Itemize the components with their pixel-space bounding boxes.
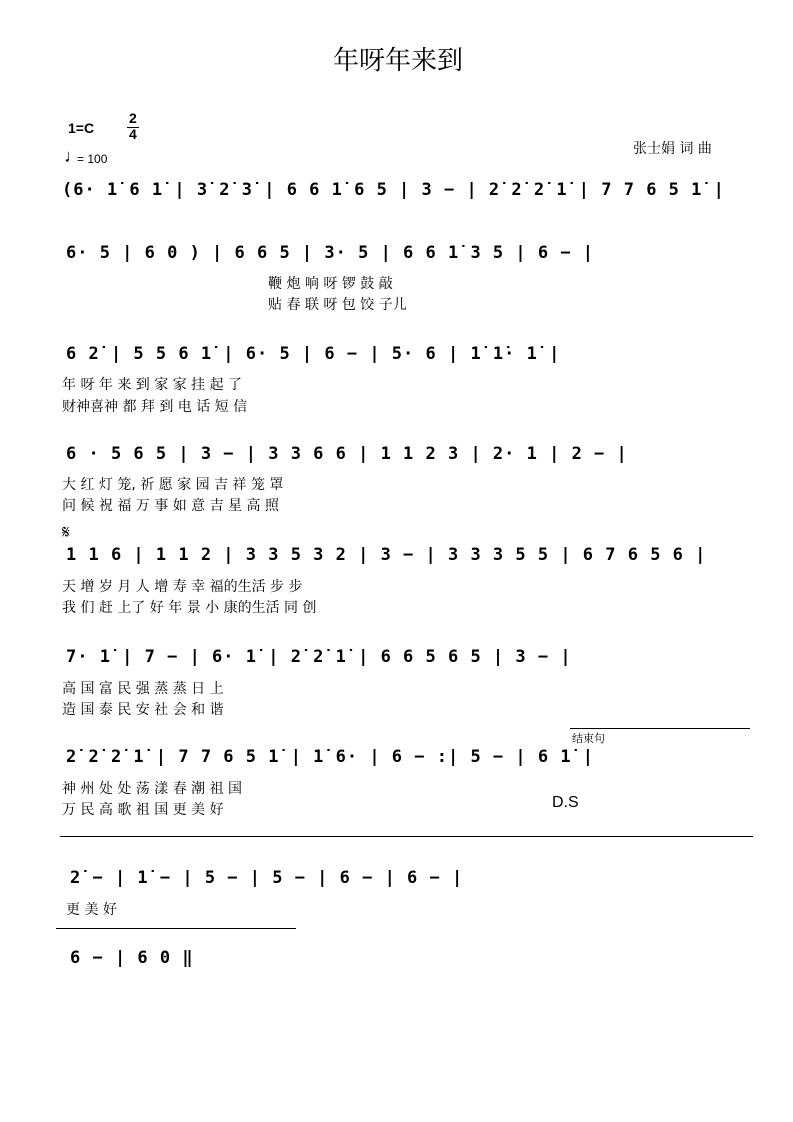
segno-icon: 𝄋 — [62, 522, 70, 543]
lyric-line-2-verse-2: 贴 春 联 呀 包 饺 子儿 — [268, 297, 407, 313]
composer-credit: 张士娟 词 曲 — [633, 141, 712, 157]
score-line-2: 6· 5 | 6 0 ) | 6 6 5 | 3· 5 | 6 6 1̇ 3 5 | 6 − | — [66, 243, 595, 263]
lyric-line-7-verse-2: 万 民 高 歌 祖 国 更 美 好 — [62, 802, 224, 818]
lyric-line-5-verse-1: 天 增 岁 月 人 增 寿 幸 福的生活 步 步 — [62, 579, 303, 595]
page-title: 年呀年来到 — [333, 46, 464, 76]
score-line-5: 1 1 6 | 1 1 2 | 3 3 5 3 2 | 3 − | 3 3 3 5 5 | 6 7 6 5 6 | — [66, 545, 707, 565]
ending-label: 结束句 — [572, 732, 605, 745]
score-line-3: 6 2̇ | 5 5 6 1̇ | 6· 5 | 6 − | 5· 6 | 1̇ 1̇· 1̇ | — [66, 344, 561, 364]
tempo-value: = 100 — [77, 152, 108, 166]
time-signature-top: 2 — [129, 110, 137, 126]
lyric-line-5-verse-2: 我 们 赶 上了 好 年 景 小 康的生活 同 创 — [62, 600, 317, 616]
tempo-note-icon: ♩ — [64, 146, 82, 166]
lyric-line-6-verse-1: 高 国 富 民 强 蒸 蒸 日 上 — [62, 681, 224, 697]
time-signature-bottom: 4 — [129, 126, 137, 142]
final-divider — [56, 928, 296, 929]
key-signature: 1=C — [68, 120, 95, 136]
lyric-line-4-verse-2: 问 候 祝 福 万 事 如 意 吉 星 高 照 — [62, 498, 279, 514]
dal-segno-mark: D.S — [552, 794, 579, 811]
lyric-line-6-verse-2: 造 国 泰 民 安 社 会 和 谐 — [62, 702, 224, 718]
score-line-9: 6 − | 6 0 ‖ — [70, 948, 194, 968]
score-line-4: 6 · 5 6 5 | 3 − | 3 3 6 6 | 1 1 2 3 | 2· 1 | 2 − | — [66, 444, 628, 464]
score-line-1: (6· 1̇ 6 1̇ | 3̇ 2̇ 3̇ | 6 6 1̇ 6 5 | 3 − | 2̇ 2̇ 2̇ 1̇ | 7 7 6 5 1̇ | — [62, 180, 725, 200]
lyric-line-2-verse-1: 鞭 炮 响 呀 锣 鼓 敲 — [268, 276, 393, 292]
ending-bracket — [570, 728, 750, 729]
section-divider — [60, 836, 753, 837]
score-line-8: 2̇ − | 1̇ − | 5 − | 5 − | 6 − | 6 − | — [70, 868, 464, 888]
score-line-7: 2̇ 2̇ 2̇ 1̇ | 7 7 6 5 1̇ | 1̇ 6· | 6 − :| 5 − | 6 1̇ | — [66, 747, 595, 767]
lyric-line-3-verse-1: 年 呀 年 来 到 家 家 挂 起 了 — [62, 377, 243, 393]
lyric-line-4-verse-1: 大 红 灯 笼, 祈 愿 家 园 吉 祥 笼 罩 — [62, 477, 284, 493]
score-line-6: 7· 1̇ | 7 − | 6· 1̇ | 2̇ 2̇ 1̇ | 6 6 5 6 5 | 3 − | — [66, 647, 572, 667]
lyric-line-7-verse-1: 神 州 处 处 荡 漾 春 潮 祖 国 — [62, 781, 243, 797]
lyric-line-3-verse-2: 财神喜神 都 拜 到 电 话 短 信 — [62, 399, 248, 415]
lyric-line-8-verse-1: 更 美 好 — [66, 902, 117, 918]
